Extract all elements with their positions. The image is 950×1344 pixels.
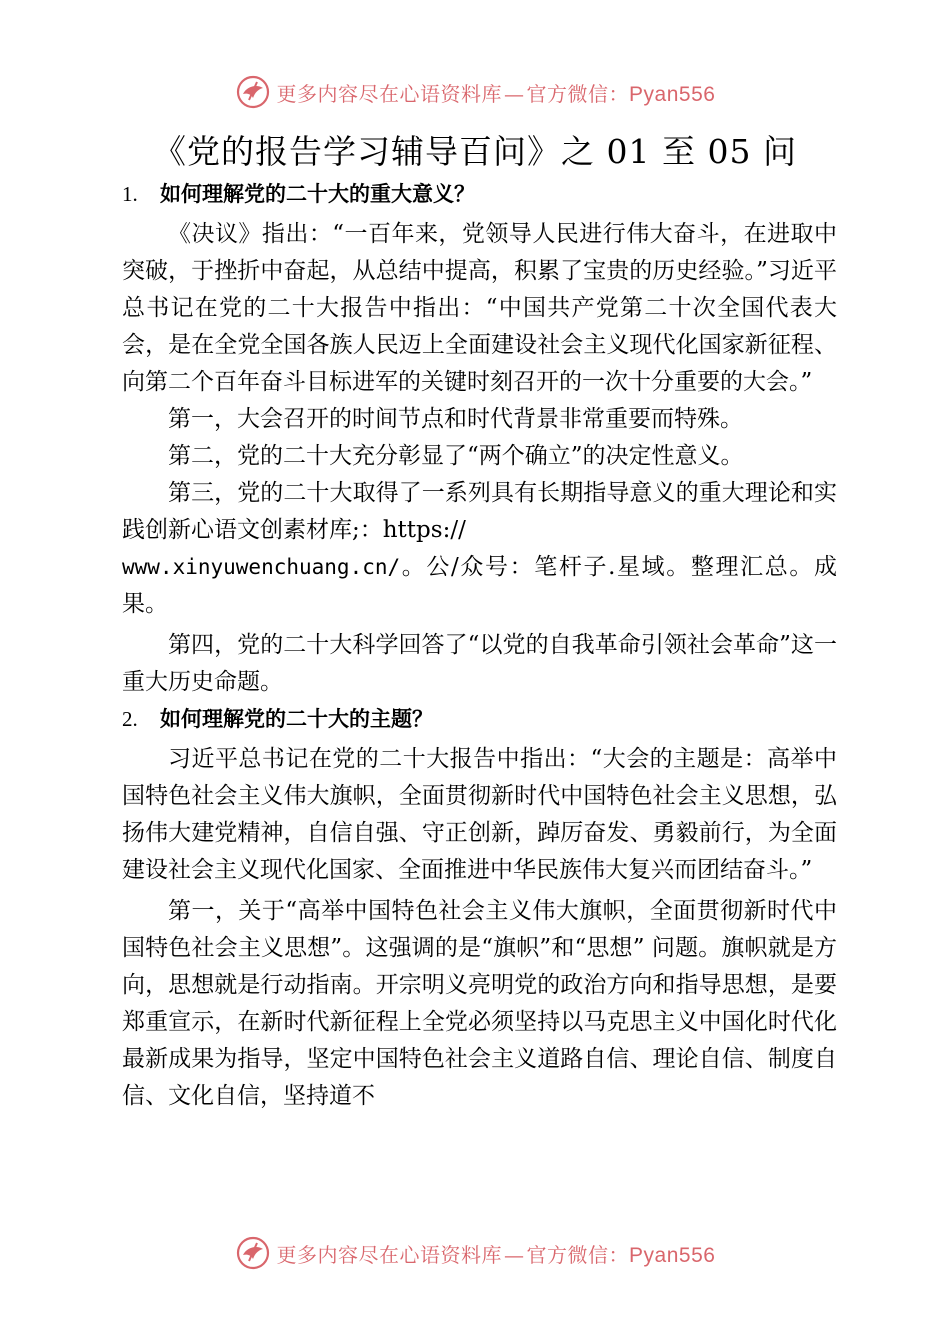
paragraph: 第一，大会召开的时间节点和时代背景非常重要而特殊。 [168, 406, 743, 432]
paragraph: 第三，党的二十大取得了一系列具有长期指导意义的重大理论和实践创新心语文创素材库;：https:// www.xinyuwenchuang.cn/。公/众号：笔杆子.星域。整理汇总。成果。 [122, 480, 837, 617]
header-banner [0, 72, 950, 112]
paragraph: 习近平总书记在党的二十大报告中指出：“大会的主题是：高举中国特色社会主义伟大旗帜，全面贯彻新时代中国特色社会主义思想，弘扬伟大建党精神，自信自强、守正创新，踔厉奋发、勇毅前行，为全面建设社会主义现代化国家、全面推进中华民族伟大复兴而团结奋斗。” [122, 746, 837, 883]
wechat-id: Pyan556 [629, 82, 716, 106]
banner-text: 更多内容尽在心语资料库 — 官方微信：Pyan556 [276, 1242, 716, 1267]
xinyu-logo-icon [235, 1235, 271, 1271]
question-heading-2: 2. 如何理解党的二十大的主题？ [122, 707, 433, 731]
paragraph: 第四，党的二十大科学回答了“以党的自我革命引领社会革命”这一重大历史命题。 [122, 632, 837, 695]
paragraph: 《决议》指出：“一百年来，党领导人民进行伟大奋斗，在进取中突破，于挫折中奋起，从总结中提高，积累了宝贵的历史经验。”习近平总书记在党的二十大报告中指出：“中国共产党第二十次全国代表大会，是在全党全国各族人民迈上全面建设社会主义现代化国家新征程、向第二个百年奋斗目标进军的关键时刻召开的一次十分重要的大会。” [122, 221, 837, 395]
document-title: 《党的报告学习辅导百问》之 01 至 05 问 [153, 132, 797, 171]
paragraph: 第二，党的二十大充分彰显了“两个确立”的决定性意义。 [168, 443, 744, 469]
xinyu-logo-icon [235, 74, 271, 110]
question-heading-1: 1. 如何理解党的二十大的重大意义？ [122, 182, 475, 206]
wechat-id: Pyan556 [629, 1243, 716, 1267]
footer-banner [0, 1233, 950, 1273]
url-text: www.xinyuwenchuang.cn/ [122, 555, 401, 579]
banner-text: 更多内容尽在心语资料库 — 官方微信：Pyan556 [276, 81, 716, 106]
paragraph: 第一，关于“高举中国特色社会主义伟大旗帜，全面贯彻新时代中国特色社会主义思想”。这强调的是“旗帜”和“思想” 问题。旗帜就是方向，思想就是行动指南。开宗明义亮明党的政治方向和指导思想，是要郑重宣示，在新时代新征程上全党必须坚持以马克思主义中国化时代化最新成果为指导，坚定中国特色社会主义道路自信、理论自信、制度自信、文化自信，坚持道不 [122, 898, 837, 1109]
document-body [122, 176, 837, 1115]
